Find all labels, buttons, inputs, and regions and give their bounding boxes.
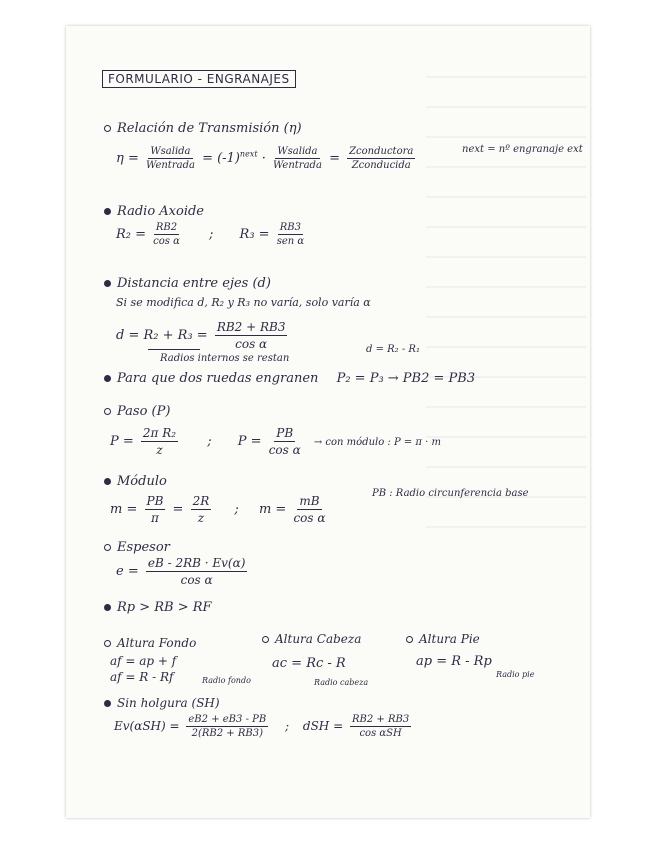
altura-pie-l1: ap = R - Rp [416, 654, 492, 669]
relacion-heading: Relación de Transmisión (η) [104, 121, 302, 136]
bullet-icon [104, 478, 111, 485]
fraction: $\frac{\text{Wsalida}}{\text{Wentrada}}$ [145, 146, 195, 171]
page-title: FORMULARIO - ENGRANAJES [102, 70, 296, 88]
orden-row: Rp > RB > RF [104, 600, 212, 615]
altura-pie-heading: Altura Pie [406, 632, 480, 646]
fraction: $\frac{\text{2π R₂}}{z}$ [142, 426, 177, 457]
altura-fondo-l2: af = R - Rf [110, 670, 174, 684]
notebook-page [66, 26, 590, 818]
distancia-formula: d = R₂ + R₃ = $\frac{RB2 + RB3}{\text{cos α}}$ [116, 320, 286, 351]
fraction: $\frac{mB}{\text{cos α}}$ [293, 494, 326, 525]
fraction: $\frac{eB2 + eB3 - PB}{2(RB2 + RB3)}$ [188, 714, 267, 739]
espesor-heading: Espesor [104, 540, 170, 555]
distancia-heading: Distancia entre ejes (d) [104, 276, 271, 291]
fraction: $\frac{RB2 + RB3}{\text{cos αSH}}$ [351, 714, 410, 739]
bullet-icon [104, 280, 111, 287]
altura-cabeza-note: Radio cabeza [314, 678, 369, 687]
altura-pie-note: Radio pie [496, 670, 535, 679]
fraction: $\frac{PB}{\text{cos α}}$ [268, 426, 301, 457]
fraction: $\frac{RB2}{\text{cos α}}$ [153, 222, 180, 247]
bullet-icon [104, 544, 111, 551]
espesor-formula: e = $\frac{eB - 2RB \cdot Ev(\alpha)}{\text{cos α}}$ [116, 556, 246, 587]
engranen-row: Para que dos ruedas engranen P₂ = P₃ → PB2 = PB3 [104, 371, 475, 386]
bullet-icon [104, 640, 111, 647]
bullet-icon [104, 604, 111, 611]
relacion-note: next = nº engranaje ext [462, 144, 583, 155]
fraction: $\frac{2R}{z}$ [192, 494, 210, 525]
modulo-formula: m = $\frac{PB}{\pi}$ = $\frac{2R}{z}$ ; m = $\frac{mB}{\text{cos α}}$ [110, 494, 326, 525]
modulo-note: PB : Radio circunferencia base [372, 488, 529, 499]
fraction: $\frac{eB - 2RB \cdot Ev(\alpha)}{\text{cos α}}$ [147, 556, 246, 587]
bullet-icon [262, 636, 269, 643]
bullet-icon [104, 208, 111, 215]
holgura-formula: Ev(αSH) = $\frac{eB2 + eB3 - PB}{2(RB2 + RB3)}$ ; dSH = $\frac{RB2 + RB3}{\text{cos αSH}}$ [114, 714, 410, 739]
bullet-icon [406, 636, 413, 643]
paso-heading: Paso (P) [104, 404, 170, 419]
fraction: $\frac{\text{Zconductora}}{\text{Zconducida}}$ [349, 146, 414, 171]
bullet-icon [104, 700, 111, 707]
fraction: $\frac{\text{Wsalida}}{\text{Wentrada}}$ [272, 146, 322, 171]
side-note: d = R₂ - R₁ [366, 344, 420, 355]
relacion-formula: η = $\frac{\text{Wsalida}}{\text{Wentrada}}$ = $(-1)^{next}$ · $\frac{\text{Wsalida}}{\text{Wentrada}}$ = $\frac{\text{Zconductora}}{\text{Zconducida}}$ [116, 146, 414, 171]
brace-note: Radios internos se restan [160, 353, 290, 364]
bullet-icon [104, 408, 111, 415]
fraction: $\frac{PB}{\pi}$ [146, 494, 164, 525]
altura-fondo-note: Radio fondo [202, 676, 251, 685]
bullet-icon [104, 125, 111, 132]
bullet-icon [104, 375, 111, 382]
underbrace [148, 349, 200, 350]
altura-fondo-heading: Altura Fondo [104, 636, 196, 650]
fraction: $\frac{RB2 + RB3}{\text{cos α}}$ [216, 320, 286, 351]
altura-cabeza-heading: Altura Cabeza [262, 632, 361, 646]
radio-heading: Radio Axoide [104, 204, 204, 219]
altura-fondo-l1: af = ap + f [110, 654, 177, 668]
distancia-sub: Si se modifica d, R₂ y R₃ no varía, solo varía α [116, 296, 371, 309]
altura-cabeza-l1: ac = Rc - R [272, 656, 346, 671]
modulo-heading: Módulo [104, 474, 167, 489]
holgura-heading: Sin holgura (SH) [104, 696, 220, 710]
paso-formula: P = $\frac{\text{2π R₂}}{z}$ ; P = $\frac{PB}{\text{cos α}}$ → con módulo : P = π · m [110, 426, 442, 457]
radio-formula: R₂ = $\frac{RB2}{\text{cos α}}$ ; R₃ = $\frac{RB3}{\text{sen α}}$ [116, 222, 305, 247]
fraction: $\frac{RB3}{\text{sen α}}$ [276, 222, 305, 247]
